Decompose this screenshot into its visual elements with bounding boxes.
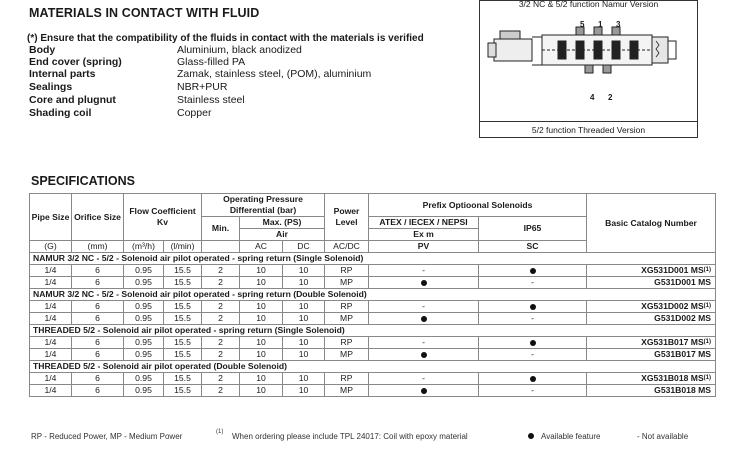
cell-min: 2 bbox=[202, 385, 240, 397]
cell-sc: - bbox=[479, 385, 587, 397]
footnote-sup: (1) bbox=[703, 303, 712, 309]
available-dot-icon bbox=[421, 388, 427, 394]
port-label: 3 bbox=[616, 20, 621, 29]
cell-sc bbox=[479, 373, 587, 385]
cell-power: RP bbox=[325, 301, 369, 313]
available-dot-icon bbox=[530, 340, 536, 346]
unit-cell: SC bbox=[479, 241, 587, 253]
available-dot-icon bbox=[421, 352, 427, 358]
diagram-divider bbox=[480, 121, 697, 122]
material-value: Aluminium, black anodized bbox=[177, 44, 302, 56]
cell-lmin: 15.5 bbox=[164, 277, 202, 289]
header-max-ps: Max. (PS) bbox=[240, 217, 325, 229]
cell-kv: 0.95 bbox=[124, 301, 164, 313]
material-value: Zamak, stainless steel, (POM), aluminium bbox=[177, 68, 372, 80]
cell-lmin: 15.5 bbox=[164, 265, 202, 277]
cell-pv: - bbox=[369, 301, 479, 313]
cell-power: MP bbox=[325, 385, 369, 397]
material-value: NBR+PUR bbox=[177, 81, 228, 93]
footnote-sup: (1) bbox=[703, 375, 712, 381]
cell-power: MP bbox=[325, 277, 369, 289]
cell-lmin: 15.5 bbox=[164, 385, 202, 397]
available-legend: Available feature bbox=[541, 432, 601, 441]
cell-pipe: 1/4 bbox=[30, 373, 72, 385]
cell-power: RP bbox=[325, 373, 369, 385]
cell-power: RP bbox=[325, 265, 369, 277]
cell-lmin: 15.5 bbox=[164, 337, 202, 349]
header-pressure: Operating Pressure Differential (bar) bbox=[202, 194, 325, 217]
cell-orifice: 6 bbox=[72, 313, 124, 325]
table-row bbox=[30, 373, 716, 385]
material-label: Core and plugnut bbox=[29, 94, 116, 106]
header-prefix: Prefix Optioonal Solenoids bbox=[369, 194, 587, 217]
header-exm: Ex m bbox=[369, 229, 479, 241]
port-label: 5 bbox=[580, 20, 585, 29]
cell-dc: 10 bbox=[283, 301, 325, 313]
header-air: Air bbox=[240, 229, 325, 241]
port-label: 1 bbox=[598, 20, 603, 29]
cell-pv bbox=[369, 313, 479, 325]
catalog-number: XG531D001 MS bbox=[641, 265, 704, 275]
cell-orifice: 6 bbox=[72, 301, 124, 313]
cell-dc: 10 bbox=[283, 313, 325, 325]
header-atex: ATEX / IECEX / NEPSI bbox=[369, 217, 479, 229]
unit-cell: (G) bbox=[30, 241, 72, 253]
cell-ac: 10 bbox=[240, 373, 283, 385]
catalog-number: G531B017 MS bbox=[654, 349, 712, 359]
cell-cat bbox=[587, 349, 716, 361]
header-flow: Flow Coefficient Kv bbox=[124, 194, 202, 241]
section-row bbox=[30, 325, 716, 337]
cell-sc bbox=[479, 337, 587, 349]
power-abbrev-note: RP - Reduced Power, MP - Medium Power bbox=[31, 432, 183, 441]
unit-cell: PV bbox=[369, 241, 479, 253]
ordering-note: When ordering please include TPL 24017: Coil with epoxy material bbox=[232, 432, 468, 441]
available-dot-icon bbox=[421, 280, 427, 286]
unit-cell bbox=[202, 241, 240, 253]
available-dot-icon bbox=[530, 268, 536, 274]
table-row bbox=[30, 301, 716, 313]
available-dot-icon bbox=[528, 433, 534, 439]
cell-ac: 10 bbox=[240, 313, 283, 325]
cell-orifice: 6 bbox=[72, 349, 124, 361]
valve-diagram-box bbox=[479, 0, 698, 138]
cell-pv: - bbox=[369, 337, 479, 349]
cell-kv: 0.95 bbox=[124, 277, 164, 289]
compatibility-note: (*) Ensure that the compatibility of the fluids in contact with the materials is verified bbox=[27, 33, 424, 44]
cell-pipe: 1/4 bbox=[30, 349, 72, 361]
cell-lmin: 15.5 bbox=[164, 301, 202, 313]
cell-sc: - bbox=[479, 277, 587, 289]
cell-kv: 0.95 bbox=[124, 265, 164, 277]
materials-title: MATERIALS IN CONTACT WITH FLUID bbox=[29, 6, 260, 20]
diagram-top-caption: 3/2 NC & 5/2 function Namur Version bbox=[518, 0, 659, 9]
cell-pipe: 1/4 bbox=[30, 313, 72, 325]
material-label: End cover (spring) bbox=[29, 56, 122, 68]
cell-pv bbox=[369, 385, 479, 397]
cell-ac: 10 bbox=[240, 337, 283, 349]
catalog-number: G531D002 MS bbox=[654, 313, 712, 323]
cell-lmin: 15.5 bbox=[164, 373, 202, 385]
cell-ac: 10 bbox=[240, 301, 283, 313]
catalog-number: G531B018 MS bbox=[654, 385, 712, 395]
available-dot-icon bbox=[421, 316, 427, 322]
footnote-sup: (1) bbox=[703, 267, 712, 273]
material-value: Glass-filled PA bbox=[177, 56, 246, 68]
header-pipe-size: Pipe Size bbox=[30, 194, 72, 241]
port-label: 2 bbox=[608, 93, 613, 102]
available-dot-icon bbox=[530, 376, 536, 382]
header-ip65: IP65 bbox=[479, 217, 587, 241]
cell-dc: 10 bbox=[283, 265, 325, 277]
cell-min: 2 bbox=[202, 349, 240, 361]
not-available-legend: - Not available bbox=[637, 432, 689, 441]
material-label: Sealings bbox=[29, 81, 73, 93]
cell-dc: 10 bbox=[283, 373, 325, 385]
catalog-number: XG531B017 MS bbox=[641, 337, 704, 347]
cell-ac: 10 bbox=[240, 277, 283, 289]
material-label: Body bbox=[29, 44, 56, 56]
catalog-number: XG531B018 MS bbox=[641, 373, 704, 383]
header-orifice-size: Orifice Size bbox=[72, 194, 124, 241]
catalog-number: XG531D002 MS bbox=[641, 301, 704, 311]
section-title: NAMUR 3/2 NC - 5/2 - Solenoid air pilot operated - spring return (Double Solenoid) bbox=[30, 289, 716, 301]
section-row bbox=[30, 289, 716, 301]
cell-sc bbox=[479, 301, 587, 313]
cell-ac: 10 bbox=[240, 349, 283, 361]
cell-orifice: 6 bbox=[72, 337, 124, 349]
cell-pv bbox=[369, 277, 479, 289]
cell-kv: 0.95 bbox=[124, 313, 164, 325]
cell-pv: - bbox=[369, 265, 479, 277]
available-dot-icon bbox=[530, 304, 536, 310]
cell-cat bbox=[587, 277, 716, 289]
section-row bbox=[30, 253, 716, 265]
cell-orifice: 6 bbox=[72, 373, 124, 385]
material-value: Copper bbox=[177, 107, 212, 119]
cell-pipe: 1/4 bbox=[30, 385, 72, 397]
cell-cat bbox=[587, 337, 716, 349]
cell-min: 2 bbox=[202, 373, 240, 385]
cell-ac: 10 bbox=[240, 385, 283, 397]
section-row bbox=[30, 361, 716, 373]
cell-kv: 0.95 bbox=[124, 385, 164, 397]
cell-lmin: 15.5 bbox=[164, 349, 202, 361]
cell-lmin: 15.5 bbox=[164, 313, 202, 325]
footnote-sup: (1) bbox=[703, 339, 712, 345]
unit-cell: DC bbox=[283, 241, 325, 253]
table-row bbox=[30, 313, 716, 325]
cell-dc: 10 bbox=[283, 337, 325, 349]
diagram-bottom-caption: 5/2 function Threaded Version bbox=[531, 125, 646, 135]
header-power-level: Power Level bbox=[325, 194, 369, 241]
header-min: Min. bbox=[202, 217, 240, 241]
cell-cat bbox=[587, 313, 716, 325]
material-label: Internal parts bbox=[29, 68, 96, 80]
table-row bbox=[30, 337, 716, 349]
unit-cell: AC bbox=[240, 241, 283, 253]
cell-cat bbox=[587, 385, 716, 397]
cell-dc: 10 bbox=[283, 385, 325, 397]
cell-kv: 0.95 bbox=[124, 373, 164, 385]
cell-cat bbox=[587, 265, 716, 277]
cell-orifice: 6 bbox=[72, 385, 124, 397]
cell-power: RP bbox=[325, 337, 369, 349]
cell-sc: - bbox=[479, 349, 587, 361]
cell-power: MP bbox=[325, 349, 369, 361]
cell-pipe: 1/4 bbox=[30, 301, 72, 313]
header-catalog: Basic Catalog Number bbox=[587, 194, 716, 253]
cell-kv: 0.95 bbox=[124, 349, 164, 361]
unit-cell: (l/min) bbox=[164, 241, 202, 253]
table-row bbox=[30, 265, 716, 277]
port-label: 4 bbox=[590, 93, 595, 102]
cell-pv bbox=[369, 349, 479, 361]
cell-ac: 10 bbox=[240, 265, 283, 277]
material-label: Shading coil bbox=[29, 107, 92, 119]
cell-dc: 10 bbox=[283, 349, 325, 361]
cell-pipe: 1/4 bbox=[30, 337, 72, 349]
cell-kv: 0.95 bbox=[124, 337, 164, 349]
unit-cell: (mm) bbox=[72, 241, 124, 253]
footnote-mark: (1) bbox=[216, 429, 224, 435]
cell-cat bbox=[587, 301, 716, 313]
cell-pv: - bbox=[369, 373, 479, 385]
cell-min: 2 bbox=[202, 277, 240, 289]
unit-cell: (m³/h) bbox=[124, 241, 164, 253]
cell-min: 2 bbox=[202, 313, 240, 325]
cell-orifice: 6 bbox=[72, 265, 124, 277]
table-row bbox=[30, 277, 716, 289]
section-title: THREADED 5/2 - Solenoid air pilot operated (Double Solenoid) bbox=[30, 361, 716, 373]
material-value: Stainless steel bbox=[177, 94, 245, 106]
cell-cat bbox=[587, 373, 716, 385]
specifications-table bbox=[29, 193, 716, 397]
cell-min: 2 bbox=[202, 337, 240, 349]
table-row bbox=[30, 385, 716, 397]
unit-cell: AC/DC bbox=[325, 241, 369, 253]
cell-dc: 10 bbox=[283, 277, 325, 289]
section-title: NAMUR 3/2 NC - 5/2 - Solenoid air pilot operated - spring return (Single Solenoid) bbox=[30, 253, 716, 265]
catalog-number: G531D001 MS bbox=[654, 277, 712, 287]
section-title: THREADED 5/2 - Solenoid air pilot operated - spring return (Single Solenoid) bbox=[30, 325, 716, 337]
cell-min: 2 bbox=[202, 301, 240, 313]
cell-min: 2 bbox=[202, 265, 240, 277]
cell-power: MP bbox=[325, 313, 369, 325]
specifications-title: SPECIFICATIONS bbox=[31, 174, 135, 188]
table-row bbox=[30, 349, 716, 361]
cell-pipe: 1/4 bbox=[30, 265, 72, 277]
cell-sc: - bbox=[479, 313, 587, 325]
cell-pipe: 1/4 bbox=[30, 277, 72, 289]
cell-orifice: 6 bbox=[72, 277, 124, 289]
valve-cross-section-drawing bbox=[480, 1, 697, 119]
cell-sc bbox=[479, 265, 587, 277]
